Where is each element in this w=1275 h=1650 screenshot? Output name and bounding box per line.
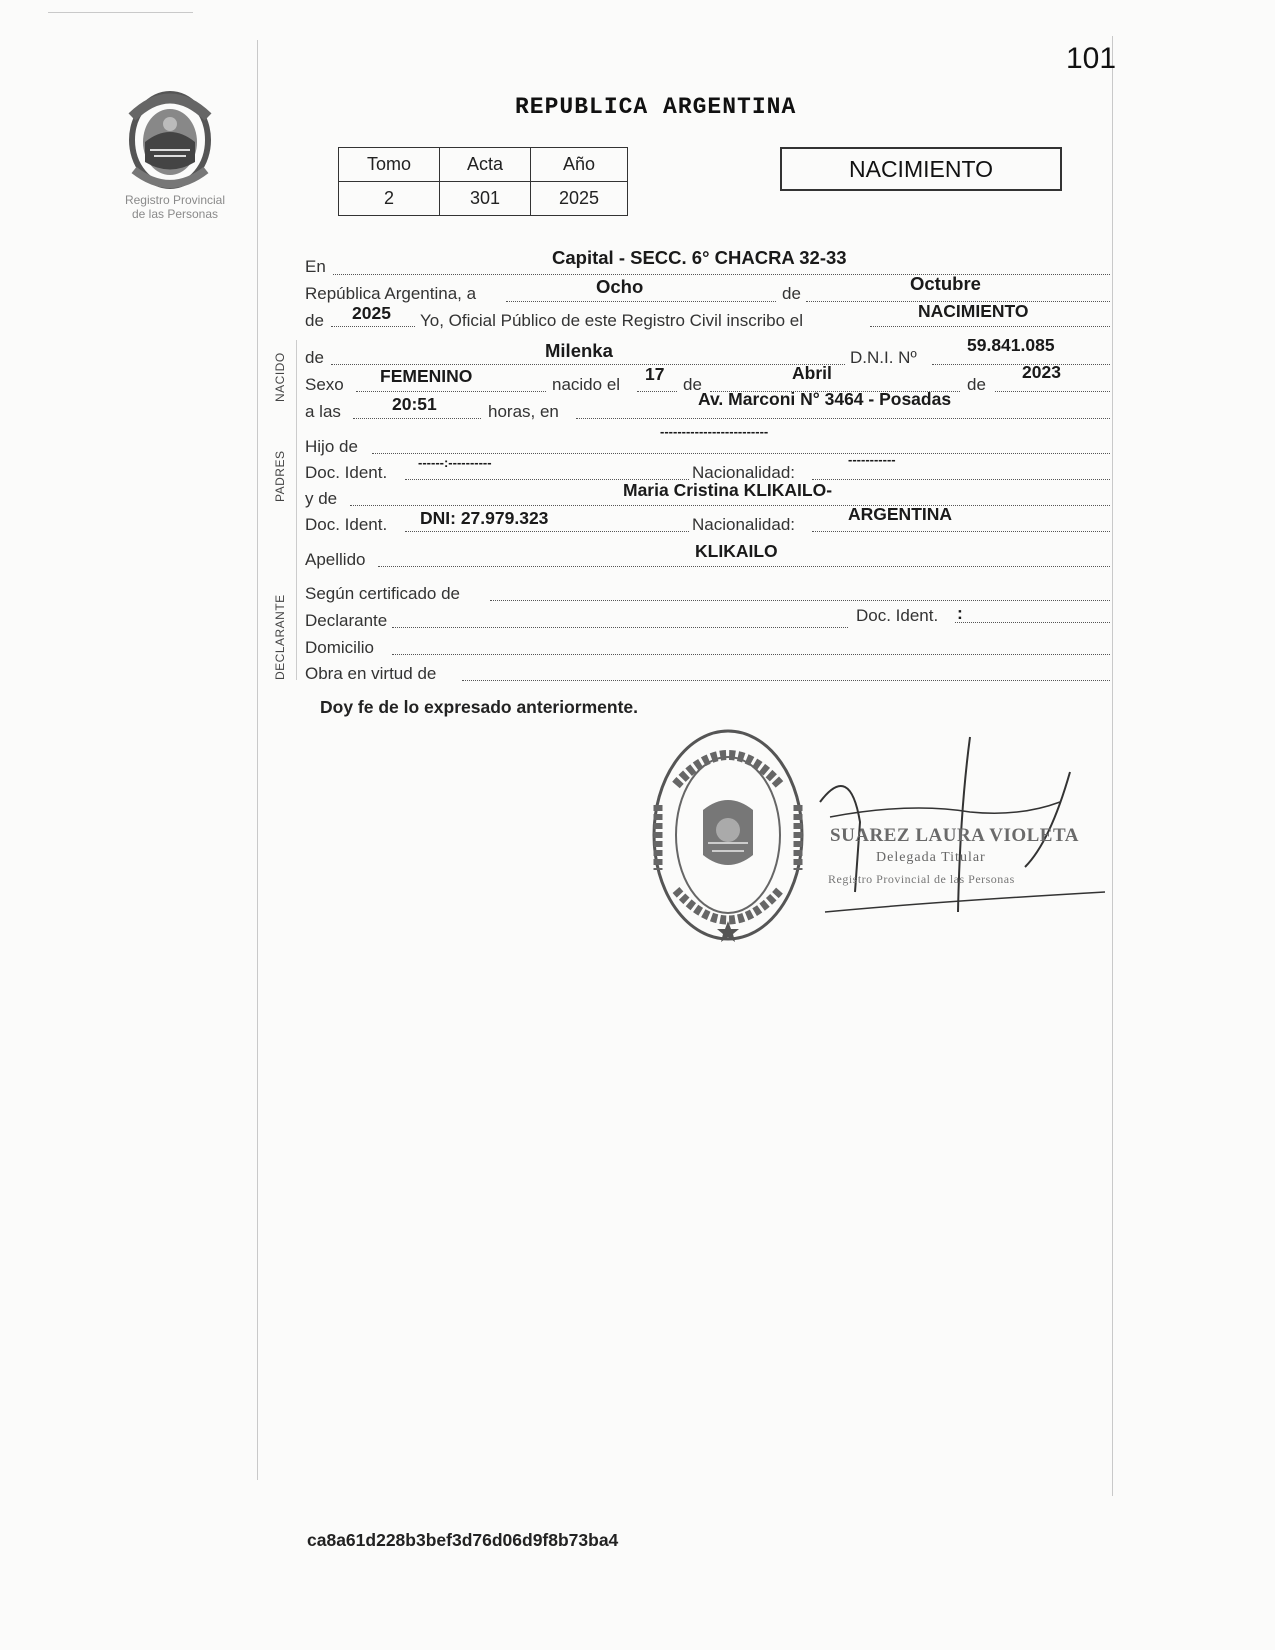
label-y-de: y de [305,489,338,508]
dots-birth-year [995,391,1110,392]
label-segun: Según certificado de [305,584,460,603]
value-birth-day: 17 [645,364,665,384]
signatory-organization: Registro Provincial de las Personas [828,872,1015,886]
label-nacionalidad-father: Nacionalidad: [692,463,796,482]
label-hijo-de: Hijo de [305,437,358,456]
dots-day [506,301,776,302]
dots-birth-time [353,418,481,419]
value-name: Milenka [545,340,613,361]
dots-birth-day [637,391,677,392]
registry-header-tomo: Tomo [339,148,440,182]
side-label-parents: PADRES [273,450,287,502]
dots-act-type [870,326,1110,327]
side-label-declarant: DECLARANTE [273,594,287,680]
dots-mother [350,505,1110,506]
value-father: ------------------------- [660,424,769,439]
official-seal [648,725,808,945]
document-hash: ca8a61d228b3bef3d76d06d9f8b73ba4 [307,1530,619,1550]
value-day: Ocho [596,276,644,297]
label-de-month: de [782,284,801,303]
value-month: Octubre [910,273,981,294]
scan-top-line [48,12,193,13]
registry-table [338,147,628,216]
label-doc-ident-declarant: Doc. Ident. [856,606,939,625]
dots-declarante [392,627,848,628]
value-year: 2025 [352,303,391,323]
value-birth-time: 20:51 [392,394,437,414]
value-mother-doc: DNI: 27.979.323 [420,508,549,528]
dots-name [331,364,845,365]
label-de-name: de [305,348,324,367]
signatory-title: Delegada Titular [876,850,986,865]
dots-segun [490,600,1110,601]
section-divider [296,340,297,680]
value-surname: KLIKAILO [695,541,778,561]
dots-surname [378,566,1110,567]
value-father-doc: ------:---------- [418,455,492,470]
label-horas-en: horas, en [488,402,559,421]
value-mother: Maria Cristina KLIKAILO- [623,480,833,500]
dots-year [331,326,415,327]
label-de-birth-year: de [967,375,986,394]
dots-sexo [356,391,546,392]
value-birth-month: Abril [792,363,832,383]
dots-obra [462,680,1110,681]
dots-father-nationality [812,479,1110,480]
label-doc-ident-father: Doc. Ident. [305,463,388,482]
value-father-nationality: ----------- [848,452,896,467]
label-a-las: a las [305,402,341,421]
right-border-line [1112,36,1113,1496]
value-declarant-doc: : [957,603,963,623]
label-obra: Obra en virtud de [305,664,437,683]
dots-dni [932,364,1110,365]
dots-father [372,453,1110,454]
logo-caption: Registro Provincial de las Personas [124,193,226,221]
document-type-box: NACIMIENTO [780,147,1062,191]
value-act-type: NACIMIENTO [918,301,1029,321]
dots-declarant-doc [955,622,1110,623]
dots-domicilio [392,654,1110,655]
country-title: REPUBLICA ARGENTINA [515,94,797,120]
dots-birth-place [576,418,1110,419]
label-sexo: Sexo [305,375,344,394]
registry-value-anio: 2025 [531,182,628,216]
value-birth-year: 2023 [1022,362,1061,382]
label-dni: D.N.I. Nº [850,348,917,367]
page-number: 101 [1066,42,1117,75]
registry-header-acta: Acta [440,148,531,182]
row-date: República Argentina, a [305,284,477,303]
dots-place [333,274,1110,275]
row-place: En [305,257,326,276]
label-nacionalidad-mother: Nacionalidad: [692,515,796,534]
value-birth-place: Av. Marconi N° 3464 - Posadas [698,389,952,409]
label-nacido-el: nacido el [552,375,621,394]
value-mother-nationality: ARGENTINA [848,504,953,524]
dots-mother-nationality [812,531,1110,532]
value-sex: FEMENINO [380,366,473,386]
side-label-born: NACIDO [273,352,287,402]
label-declarante: Declarante [305,611,388,630]
registry-value-acta: 301 [440,182,531,216]
registry-value-tomo: 2 [339,182,440,216]
signatory-name: SUAREZ LAURA VIOLETA [830,825,1079,846]
label-apellido: Apellido [305,550,366,569]
left-border-line [257,40,258,1480]
value-dni: 59.841.085 [967,335,1055,355]
value-place: Capital - SECC. 6° CHACRA 32-33 [552,247,847,268]
label-de-year: de [305,311,324,330]
label-de-birth-month: de [683,375,702,394]
label-domicilio: Domicilio [305,638,374,657]
label-oficial: Yo, Oficial Público de este Registro Civil inscribo el [420,311,803,330]
province-logo [120,82,220,200]
closing-statement: Doy fe de lo expresado anteriormente. [320,697,639,717]
dots-mother-doc [405,531,689,532]
registry-header-anio: Año [531,148,628,182]
label-doc-ident-mother: Doc. Ident. [305,515,388,534]
